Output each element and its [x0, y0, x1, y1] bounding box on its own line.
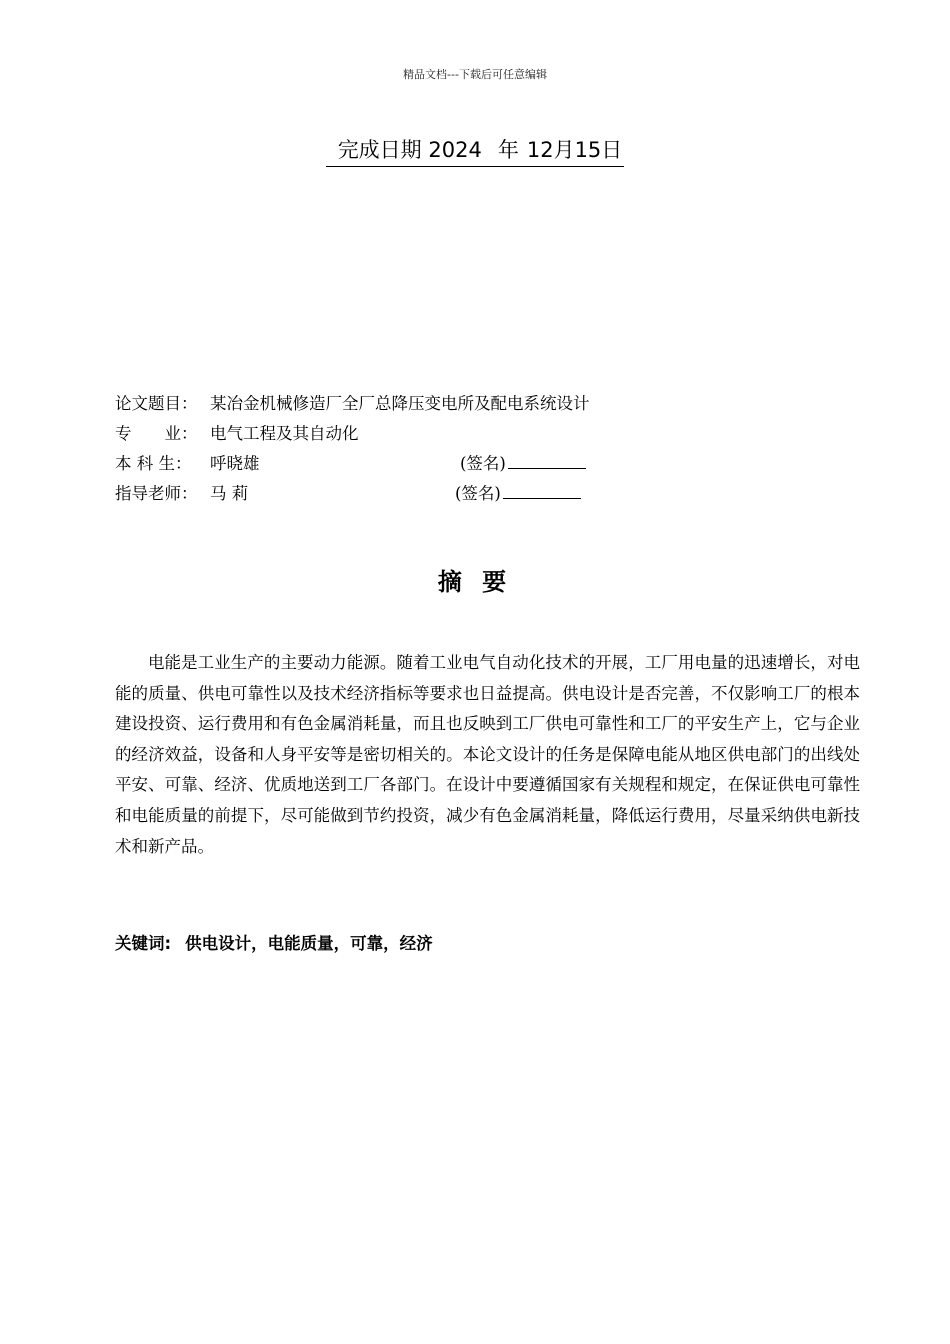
- thesis-title-value: 某冶金机械修造厂全厂总降压变电所及配电系统设计: [210, 394, 590, 413]
- abstract-body: 电能是工业生产的主要动力能源。随着工业电气自动化技术的开展，工厂用电量的迅速增长，对电能的质量、供电可靠性以及技术经济指标等要求也日益提高。供电设计是否完善，不仅影响工厂的根本建设投资、运行费用和有色金属消耗量，而且也反映到工厂供电可靠性和工厂的平安生产上，它与企业的经济效益，设备和人身平安等是密切相关的。本论文设计的任务是保障电能从地区供电部门的出线处平安、可靠、经济、优质地送到工厂各部门。在设计中要遵循国家有关规程和规定，在保证供电可靠性和电能质量的前提下，尽可能做到节约投资，减少有色金属消耗量，降低运行费用，尽量采纳供电新技术和新产品。: [115, 653, 860, 856]
- advisor-signature: [455, 479, 581, 509]
- advisor-label: 指导老师：: [115, 484, 198, 503]
- student-sign-label: (签名): [460, 454, 506, 473]
- student-signature: [460, 449, 586, 479]
- advisor-name: 马 莉: [210, 484, 249, 503]
- advisor-sign-label: (签名): [455, 484, 501, 503]
- completion-date-label: 完成日期: [337, 138, 422, 162]
- advisor-row: [115, 479, 835, 509]
- thesis-info: [115, 389, 835, 509]
- student-signature-line: [508, 450, 586, 469]
- day-unit: 日: [601, 138, 623, 162]
- keywords: [115, 929, 433, 959]
- keywords-value: 供电设计，电能质量，可靠，经济: [185, 934, 433, 953]
- thesis-title-label: 论文题目：: [115, 394, 198, 413]
- year-unit: 年: [497, 138, 519, 162]
- keywords-label: 关键词:: [115, 934, 172, 953]
- student-row: [115, 449, 835, 479]
- advisor-signature-line: [503, 480, 581, 499]
- major-row: [115, 419, 835, 449]
- major-label: 专 业：: [115, 424, 198, 443]
- completion-date: [0, 136, 950, 167]
- completion-day: 15: [574, 138, 602, 162]
- month-unit: 月: [553, 138, 575, 162]
- completion-month: 12: [526, 138, 554, 162]
- completion-date-underlined: [326, 136, 625, 167]
- completion-year: 2024: [428, 138, 482, 162]
- student-label: 本 科 生：: [115, 454, 192, 473]
- abstract-title: 摘 要: [437, 568, 513, 596]
- header-note: 精品文档---下载后可任意编辑: [403, 68, 547, 81]
- thesis-title-row: [115, 389, 835, 419]
- student-name: 呼晓雄: [210, 454, 260, 473]
- major-value: 电气工程及其自动化: [210, 424, 359, 443]
